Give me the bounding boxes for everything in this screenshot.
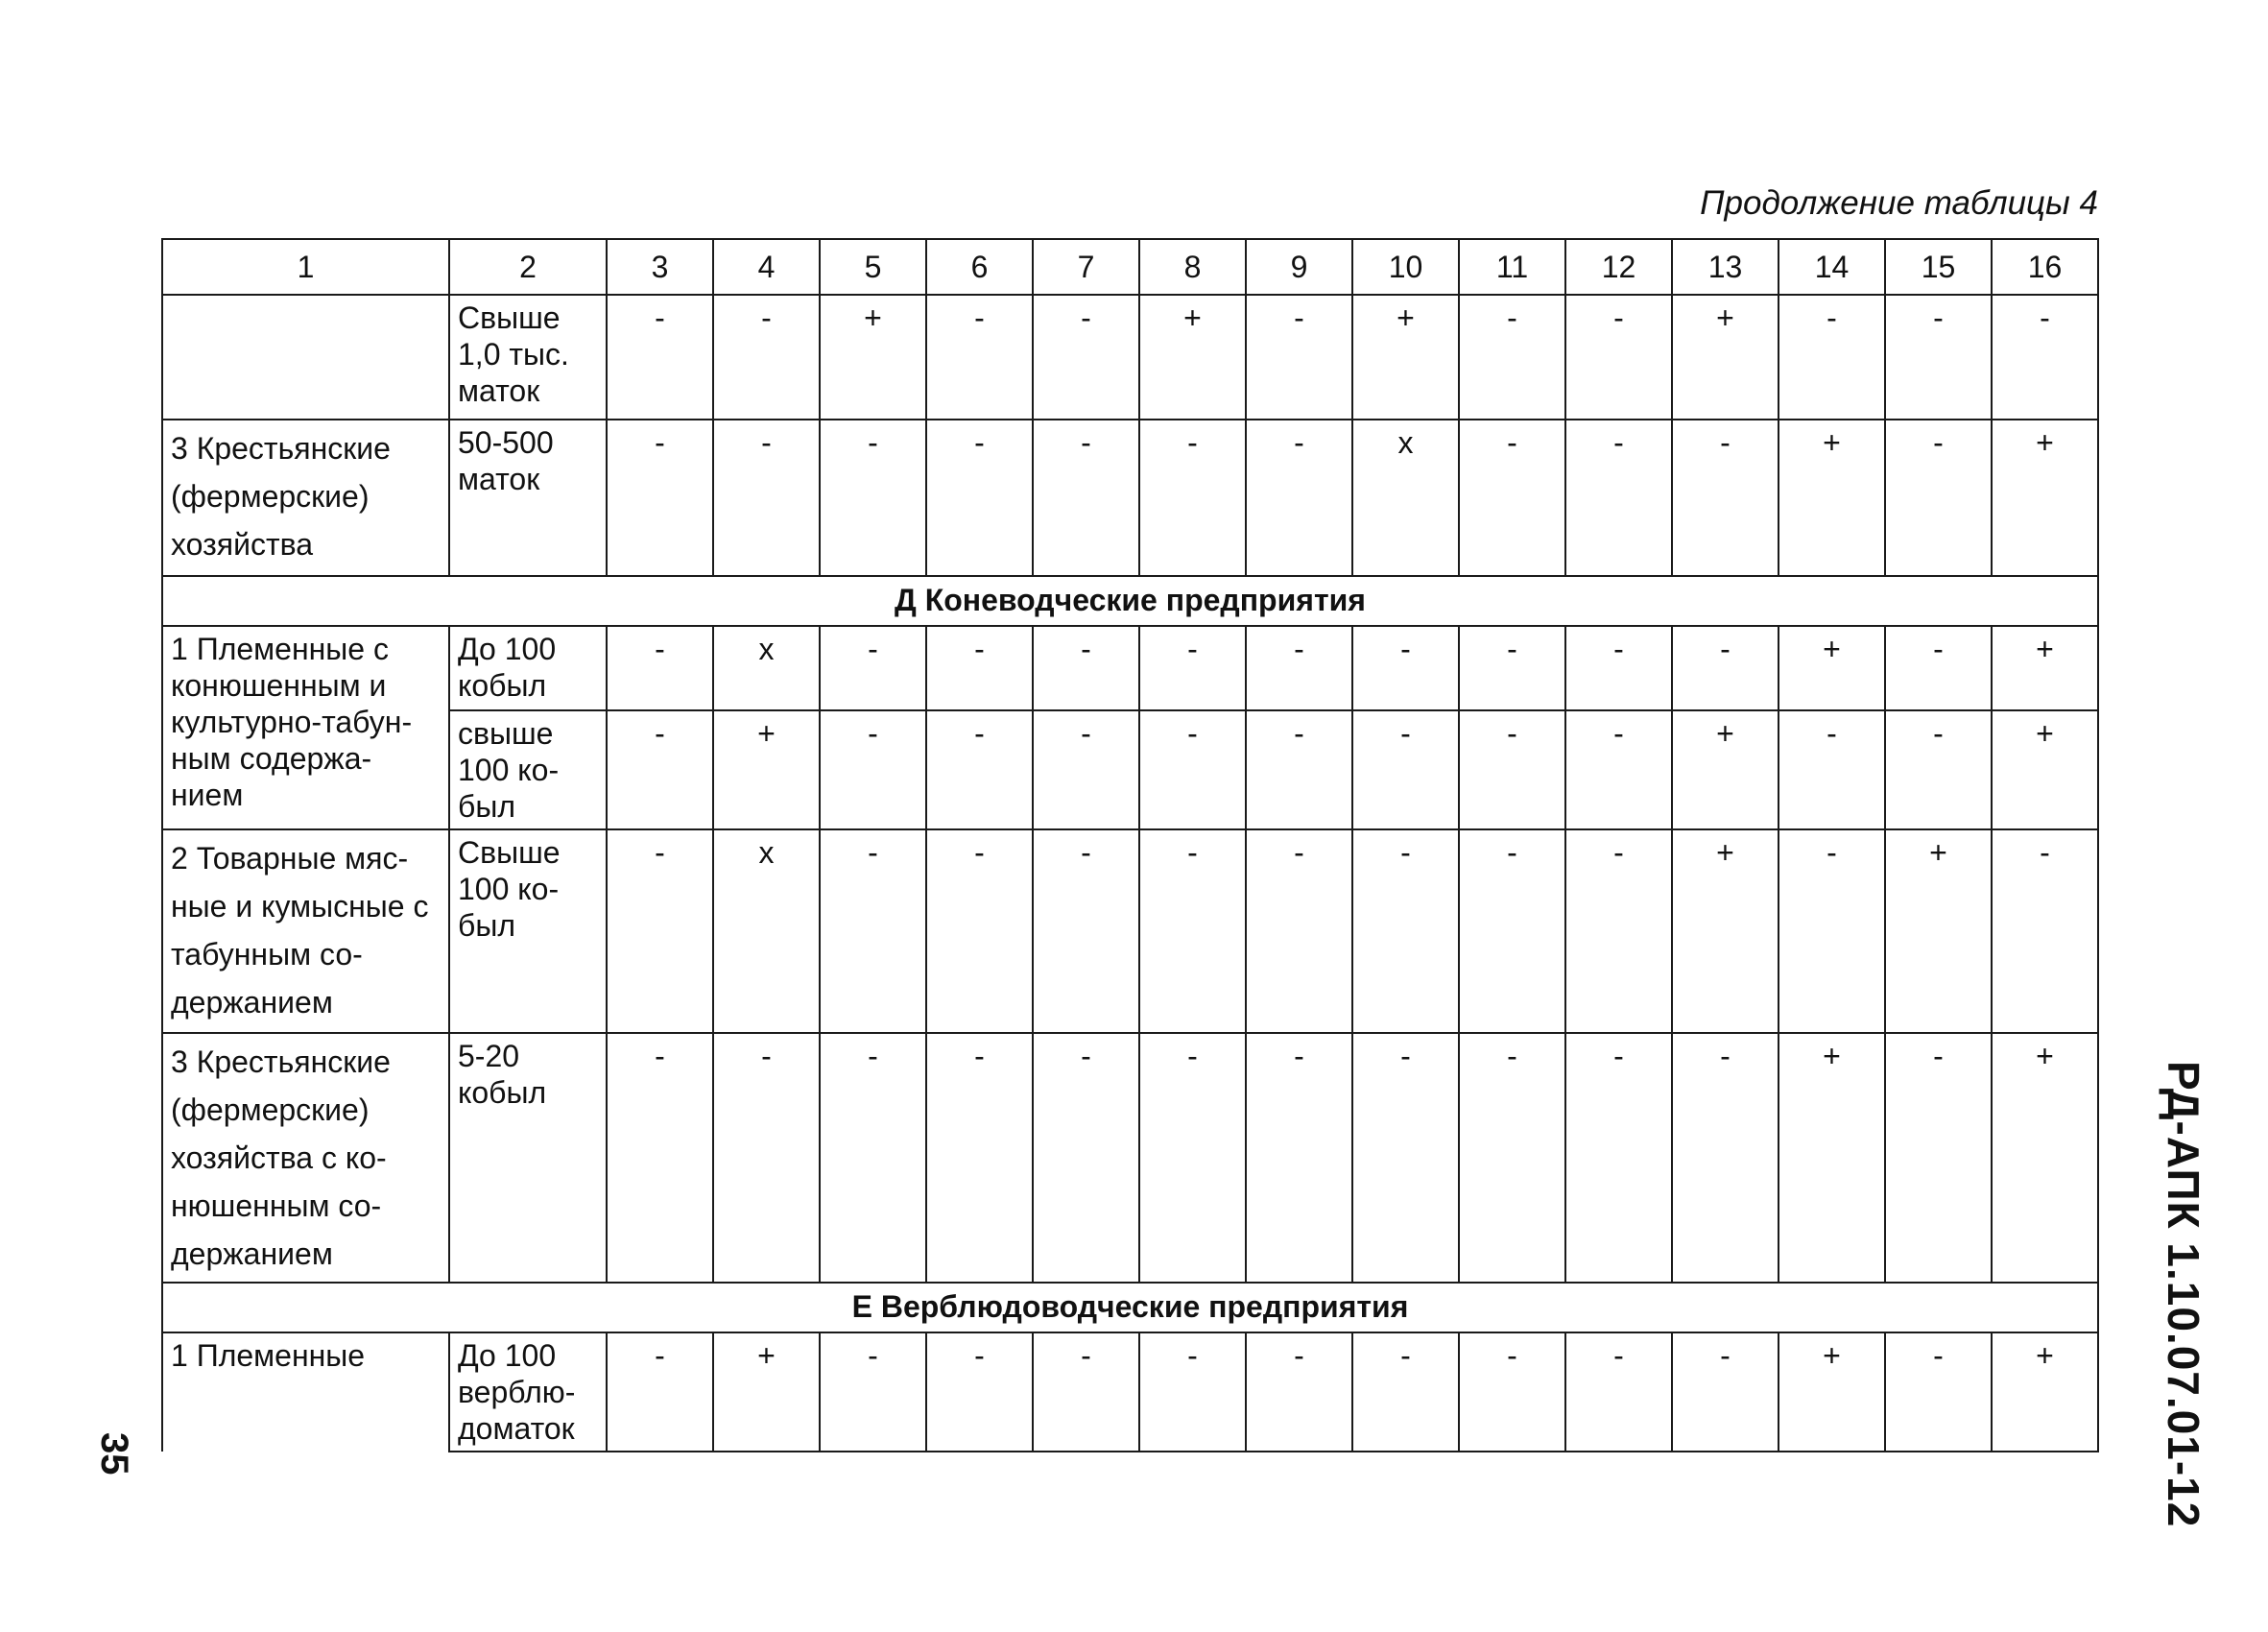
mark-cell: - bbox=[926, 1033, 1033, 1283]
mark-cell: - bbox=[1246, 420, 1352, 576]
mark-cell: - bbox=[607, 1332, 713, 1452]
enterprise-type-cell: 1 Племенные bbox=[162, 1332, 449, 1452]
mark-cell: - bbox=[926, 1332, 1033, 1452]
mark-cell: x bbox=[1352, 420, 1459, 576]
herd-size-cell: Свыше 1,0 тыс. маток bbox=[449, 295, 607, 420]
section-title: Д Коневодческие предприятия bbox=[162, 576, 2098, 626]
mark-cell: - bbox=[713, 1033, 820, 1283]
mark-cell: - bbox=[926, 420, 1033, 576]
mark-cell: - bbox=[820, 710, 926, 829]
mark-cell: + bbox=[1672, 829, 1779, 1033]
mark-cell: - bbox=[1779, 710, 1885, 829]
enterprise-type-cell: 3 Крестьянские (фермерские) хозяйства с ко-нюшенным со-держанием bbox=[162, 1033, 449, 1283]
mark-cell: + bbox=[1672, 295, 1779, 420]
table-row bbox=[162, 710, 2098, 829]
mark-cell: - bbox=[1139, 420, 1246, 576]
mark-cell: - bbox=[1565, 626, 1672, 710]
section-row bbox=[162, 576, 2098, 626]
mark-cell: - bbox=[1459, 295, 1565, 420]
herd-size-cell: Свыше 100 ко-был bbox=[449, 829, 607, 1033]
mark-cell: + bbox=[1139, 295, 1246, 420]
mark-cell: + bbox=[713, 1332, 820, 1452]
column-number: 8 bbox=[1139, 239, 1246, 295]
mark-cell: - bbox=[1033, 626, 1139, 710]
mark-cell: - bbox=[1459, 420, 1565, 576]
herd-size-cell: 50-500 маток bbox=[449, 420, 607, 576]
mark-cell: x bbox=[713, 626, 820, 710]
mark-cell: + bbox=[1992, 1332, 2098, 1452]
column-number: 10 bbox=[1352, 239, 1459, 295]
mark-cell: + bbox=[1779, 1332, 1885, 1452]
enterprise-type-cell: 2 Товарные мяс-ные и кумысные с табунным со-держанием bbox=[162, 829, 449, 1033]
mark-cell: - bbox=[607, 1033, 713, 1283]
enterprise-type-cell bbox=[162, 295, 449, 420]
herd-size-cell: До 100 кобыл bbox=[449, 626, 607, 710]
mark-cell: - bbox=[1885, 1332, 1992, 1452]
mark-cell: - bbox=[1565, 1332, 1672, 1452]
mark-cell: - bbox=[1459, 1033, 1565, 1283]
mark-cell: - bbox=[1672, 626, 1779, 710]
column-number: 11 bbox=[1459, 239, 1565, 295]
mark-cell: - bbox=[1459, 1332, 1565, 1452]
mark-cell: - bbox=[1885, 626, 1992, 710]
mark-cell: - bbox=[1139, 1033, 1246, 1283]
mark-cell: - bbox=[607, 295, 713, 420]
enterprise-type-cell: 3 Крестьянские (фермерские) хозяйства bbox=[162, 420, 449, 576]
mark-cell: - bbox=[1565, 710, 1672, 829]
column-number: 16 bbox=[1992, 239, 2098, 295]
column-number: 7 bbox=[1033, 239, 1139, 295]
herd-size-cell: свыше 100 ко-был bbox=[449, 710, 607, 829]
herd-size-cell: До 100 верблю-доматок bbox=[449, 1332, 607, 1452]
mark-cell: - bbox=[607, 829, 713, 1033]
mark-cell: - bbox=[1992, 295, 2098, 420]
mark-cell: - bbox=[1352, 710, 1459, 829]
table-row bbox=[162, 295, 2098, 420]
mark-cell: - bbox=[1033, 829, 1139, 1033]
mark-cell: - bbox=[1033, 420, 1139, 576]
mark-cell: - bbox=[820, 829, 926, 1033]
column-number: 2 bbox=[449, 239, 607, 295]
mark-cell: - bbox=[926, 626, 1033, 710]
mark-cell: - bbox=[1246, 295, 1352, 420]
table-row bbox=[162, 626, 2098, 710]
mark-cell: - bbox=[820, 420, 926, 576]
column-number: 5 bbox=[820, 239, 926, 295]
mark-cell: + bbox=[1779, 626, 1885, 710]
mark-cell: - bbox=[1139, 1332, 1246, 1452]
page-number: 35 bbox=[93, 1432, 135, 1476]
herd-size-cell: 5-20 кобыл bbox=[449, 1033, 607, 1283]
mark-cell: - bbox=[1885, 295, 1992, 420]
section-title: Е Верблюдоводческие предприятия bbox=[162, 1283, 2098, 1332]
mark-cell: + bbox=[1779, 1033, 1885, 1283]
mark-cell: - bbox=[1565, 1033, 1672, 1283]
mark-cell: - bbox=[1672, 1332, 1779, 1452]
mark-cell: - bbox=[1779, 295, 1885, 420]
mark-cell: - bbox=[820, 626, 926, 710]
mark-cell: + bbox=[1992, 626, 2098, 710]
column-number: 14 bbox=[1779, 239, 1885, 295]
column-number: 13 bbox=[1672, 239, 1779, 295]
mark-cell: - bbox=[1246, 1033, 1352, 1283]
mark-cell: - bbox=[1565, 829, 1672, 1033]
mark-cell: + bbox=[1992, 710, 2098, 829]
mark-cell: - bbox=[1672, 1033, 1779, 1283]
column-number: 12 bbox=[1565, 239, 1672, 295]
mark-cell: - bbox=[1565, 295, 1672, 420]
mark-cell: - bbox=[1885, 420, 1992, 576]
mark-cell: - bbox=[1565, 420, 1672, 576]
mark-cell: - bbox=[820, 1033, 926, 1283]
mark-cell: - bbox=[1033, 710, 1139, 829]
mark-cell: - bbox=[1139, 626, 1246, 710]
mark-cell: - bbox=[926, 295, 1033, 420]
mark-cell: - bbox=[607, 420, 713, 576]
mark-cell: - bbox=[1459, 626, 1565, 710]
mark-cell: - bbox=[1246, 829, 1352, 1033]
mark-cell: - bbox=[1352, 626, 1459, 710]
column-number: 4 bbox=[713, 239, 820, 295]
mark-cell: - bbox=[1885, 1033, 1992, 1283]
mark-cell: + bbox=[1672, 710, 1779, 829]
mark-cell: - bbox=[820, 1332, 926, 1452]
table-row bbox=[162, 1033, 2098, 1283]
mark-cell: + bbox=[1352, 295, 1459, 420]
mark-cell: - bbox=[1992, 829, 2098, 1033]
mark-cell: - bbox=[607, 710, 713, 829]
mark-cell: - bbox=[1033, 1332, 1139, 1452]
mark-cell: - bbox=[1246, 1332, 1352, 1452]
mark-cell: - bbox=[1033, 1033, 1139, 1283]
column-number: 15 bbox=[1885, 239, 1992, 295]
mark-cell: + bbox=[713, 710, 820, 829]
mark-cell: x bbox=[713, 829, 820, 1033]
mark-cell: - bbox=[1246, 710, 1352, 829]
mark-cell: - bbox=[1352, 1332, 1459, 1452]
mark-cell: - bbox=[1459, 710, 1565, 829]
mark-cell: - bbox=[1139, 829, 1246, 1033]
mark-cell: - bbox=[1459, 829, 1565, 1033]
mark-cell: - bbox=[926, 710, 1033, 829]
mark-cell: + bbox=[1992, 1033, 2098, 1283]
table-row bbox=[162, 420, 2098, 576]
column-number: 1 bbox=[162, 239, 449, 295]
column-number: 3 bbox=[607, 239, 713, 295]
table-header-row bbox=[162, 239, 2098, 295]
document-code: РД-АПК 1.10.07.01-12 bbox=[2159, 1061, 2208, 1528]
mark-cell: - bbox=[1246, 626, 1352, 710]
mark-cell: - bbox=[1779, 829, 1885, 1033]
column-number: 6 bbox=[926, 239, 1033, 295]
mark-cell: - bbox=[1885, 710, 1992, 829]
section-row bbox=[162, 1283, 2098, 1332]
mark-cell: + bbox=[1885, 829, 1992, 1033]
mark-cell: - bbox=[926, 829, 1033, 1033]
mark-cell: + bbox=[1779, 420, 1885, 576]
table-row bbox=[162, 829, 2098, 1033]
requirements-table bbox=[161, 238, 2099, 1452]
mark-cell: - bbox=[607, 626, 713, 710]
mark-cell: - bbox=[1672, 420, 1779, 576]
mark-cell: + bbox=[1992, 420, 2098, 576]
enterprise-type-cell: 1 Племенные с конюшенным и культурно-табун-ным содержа-нием bbox=[162, 626, 449, 829]
table-continuation-caption: Продолжение таблицы 4 bbox=[1700, 184, 2098, 222]
mark-cell: - bbox=[1352, 1033, 1459, 1283]
mark-cell: - bbox=[1352, 829, 1459, 1033]
column-number: 9 bbox=[1246, 239, 1352, 295]
mark-cell: - bbox=[1033, 295, 1139, 420]
mark-cell: - bbox=[1139, 710, 1246, 829]
mark-cell: - bbox=[713, 420, 820, 576]
mark-cell: + bbox=[820, 295, 926, 420]
mark-cell: - bbox=[713, 295, 820, 420]
table-row bbox=[162, 1332, 2098, 1452]
